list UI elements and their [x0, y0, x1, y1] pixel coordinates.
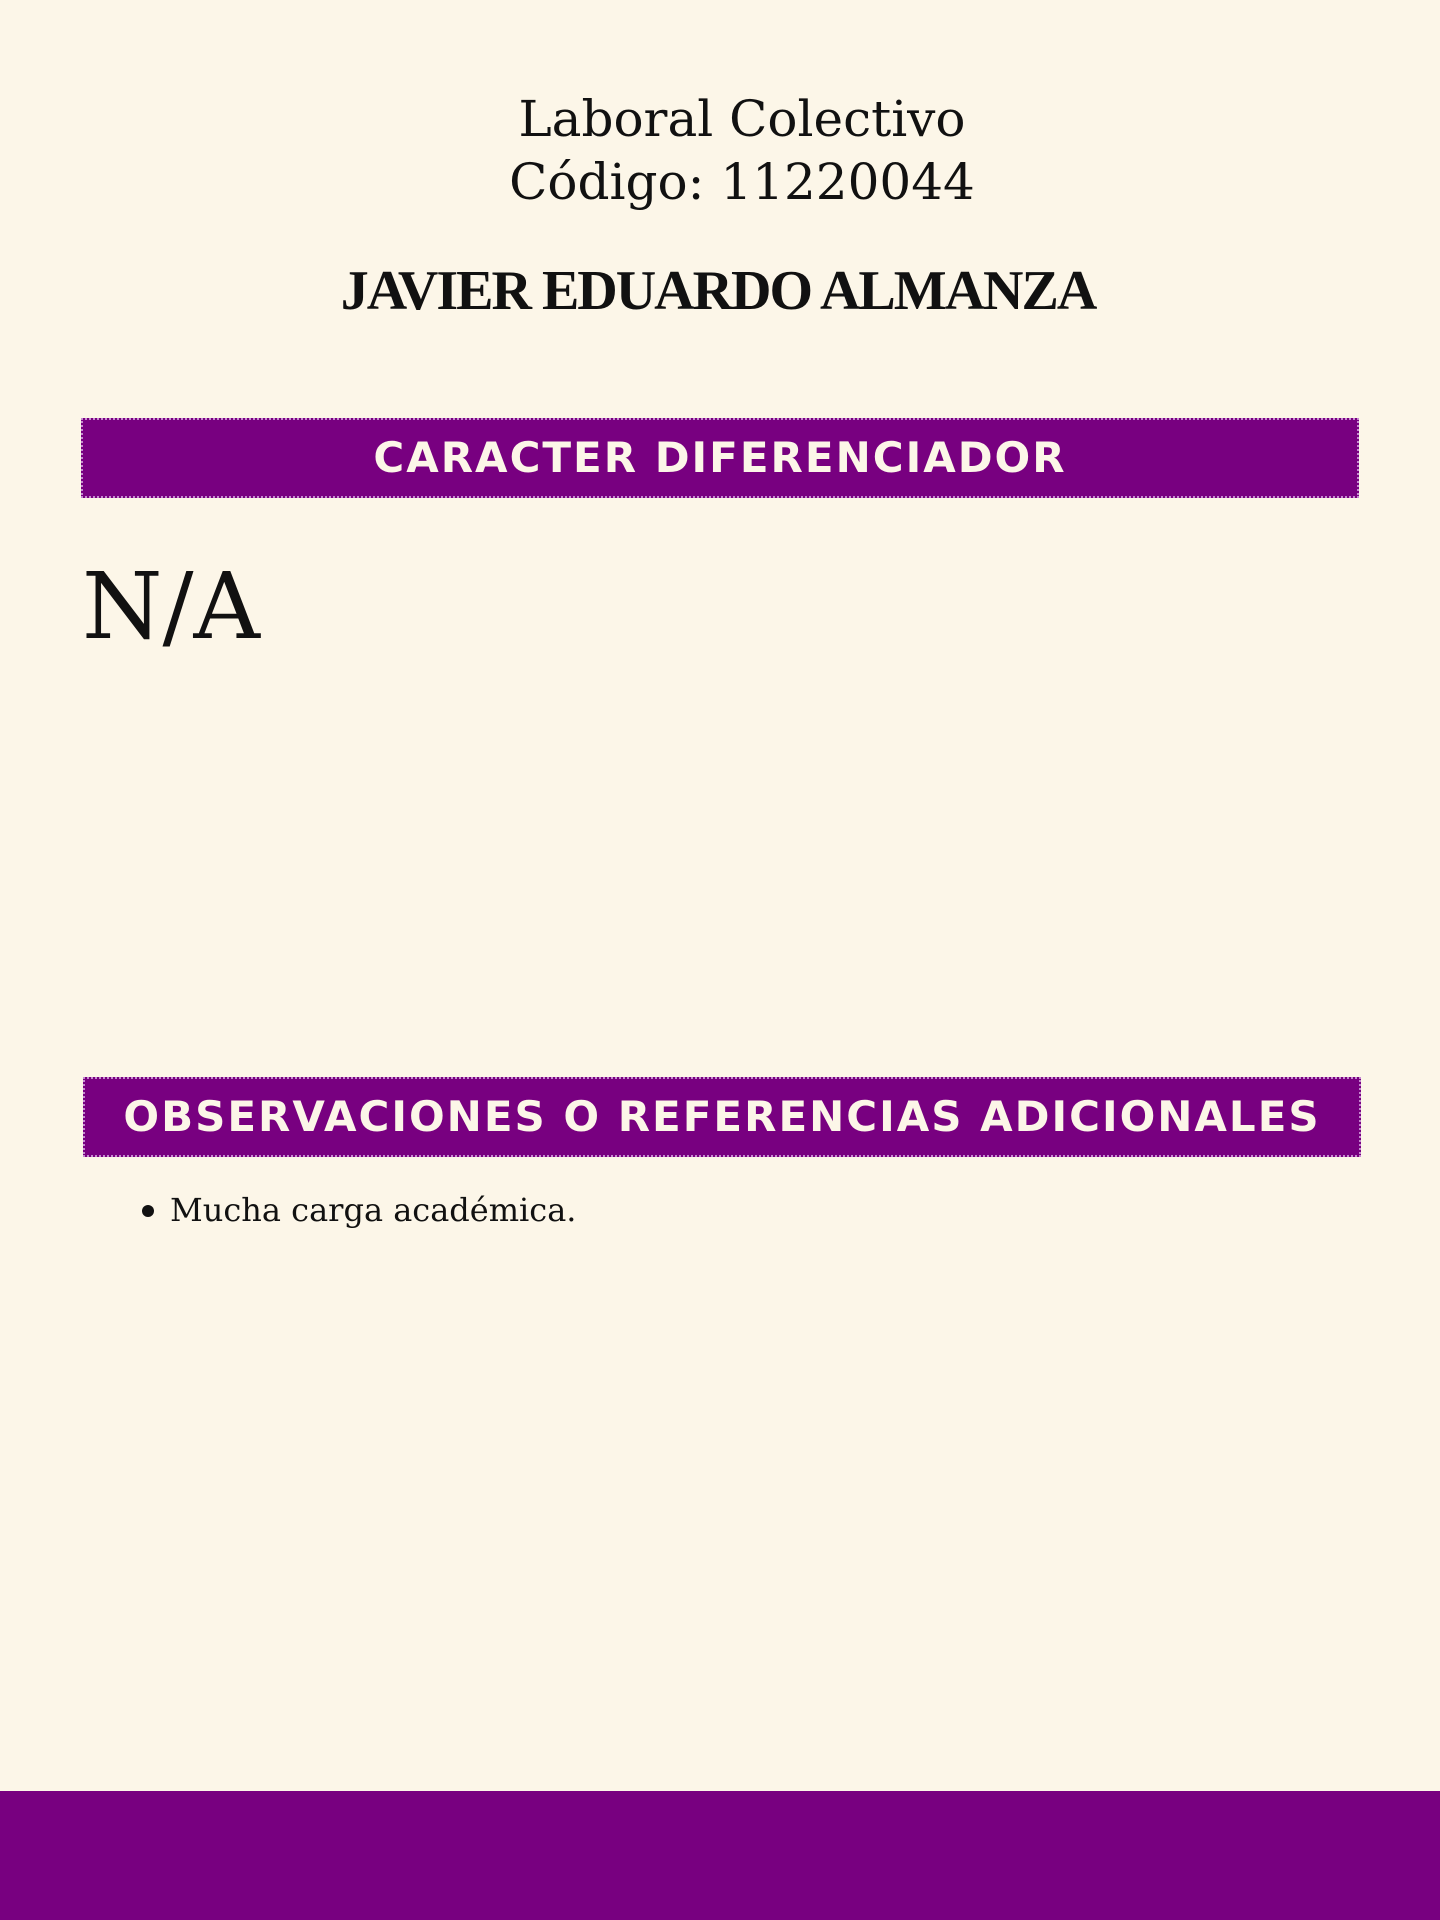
- observations-heading: OBSERVACIONES O REFERENCIAS ADICIONALES: [83, 1077, 1361, 1157]
- observations-list: [142, 1185, 576, 1235]
- course-code: Código: 11220044: [509, 153, 975, 211]
- list-item-text: Mucha carga académica.: [170, 1191, 577, 1229]
- bullet-icon: [142, 1205, 154, 1217]
- course-name: Laboral Colectivo: [518, 90, 966, 148]
- differentiator-content: N/A: [82, 553, 260, 660]
- footer-bar: [0, 1791, 1440, 1920]
- professor-name: JAVIER EDUARDO ALMANZA: [340, 260, 1096, 322]
- course-title: [0, 88, 1440, 214]
- differentiator-heading: CARACTER DIFERENCIADOR: [81, 418, 1359, 498]
- list-item: [142, 1185, 576, 1235]
